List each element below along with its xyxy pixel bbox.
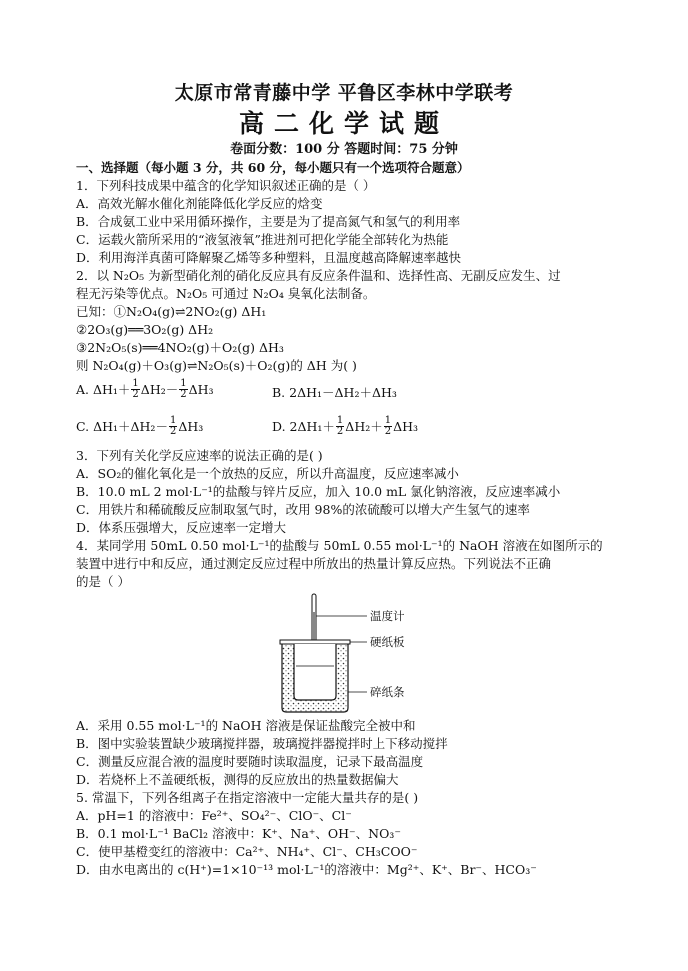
q2-option-c	[76, 416, 203, 437]
q4-stem-line3: 的是（ ）	[76, 574, 130, 589]
school-line: 太原市常青藤中学 平鲁区李林中学联考	[174, 82, 514, 104]
q4-option-c: C．测量反应混合液的温度时要随时读取温度，记录下最高温度	[76, 754, 424, 769]
calorimeter-figure	[272, 592, 422, 714]
q1-stem: 1．下列科技成果中蕴含的化学知识叙述正确的是（ ）	[76, 178, 376, 193]
exam-title: 高二化学试题	[238, 109, 449, 138]
q3-option-b: B．10.0 mL 2 mol·L⁻¹的盐酸与锌片反应，加入 10.0 mL 氯化钠溶液，反应速率减小	[76, 484, 561, 499]
q1-option-b: B．合成氨工业中采用循环操作，主要是为了提高氮气和氢气的利用率	[76, 214, 461, 229]
q2-stem-line1: 2．以 N₂O₅ 为新型硝化剂的硝化反应具有反应条件温和、选择性高、无副反应发生、过	[76, 268, 561, 283]
q5-option-d: D．由水电离出的 c(H⁺)=1×10⁻¹³ mol·L⁻¹的溶液中：Mg²⁺、K⁺、Br⁻、HCO₃⁻	[76, 862, 537, 877]
q5-option-a: A．pH=1 的溶液中：Fe²⁺、SO₄²⁻、ClO⁻、Cl⁻	[76, 808, 352, 823]
q2-a-pre: A. ΔH₁＋	[76, 381, 131, 397]
q2-d-mid: ΔH₂＋	[345, 418, 383, 434]
q2-stem-line2: 程无污染等优点。N₂O₅ 可通过 N₂O₄ 臭氧化法制备。	[76, 286, 376, 301]
q4-option-a: A．采用 0.55 mol·L⁻¹的 NaOH 溶液是保证盐酸完全被中和	[76, 718, 416, 733]
q3-option-a: A．SO₂的催化氧化是一个放热的反应，所以升高温度，反应速率减小	[76, 466, 459, 481]
q2-reaction-1: 已知：①N₂O₄(g)⇌2NO₂(g) ΔH₁	[76, 304, 267, 319]
q2-option-d	[272, 416, 418, 437]
label-cardboard: 硬纸板	[370, 635, 405, 649]
q2-option-a	[76, 379, 214, 400]
q4-option-b: B．图中实验装置缺少玻璃搅拌器，玻璃搅拌器搅拌时上下移动搅拌	[76, 736, 448, 751]
q2-c-post: ΔH₃	[178, 418, 204, 434]
fraction-one-half: $\frac{1}{2}$	[336, 415, 344, 437]
q3-option-d: D．体系压强增大，反应速率一定增大	[76, 520, 287, 535]
q2-a-post: ΔH₃	[188, 381, 214, 397]
q5-option-b: B．0.1 mol·L⁻¹ BaCl₂ 溶液中：K⁺、Na⁺、OH⁻、NO₃⁻	[76, 826, 401, 841]
exam-info: 卷面分数：100 分 答题时间：75 分钟	[230, 142, 458, 157]
q1-option-a: A．高效光解水催化剂能降低化学反应的焓变	[76, 196, 323, 211]
q2-d-post: ΔH₃	[393, 418, 419, 434]
q2-reaction-3: ③2N₂O₅(s)══4NO₂(g)＋O₂(g) ΔH₃	[76, 340, 284, 355]
fraction-one-half: $\frac{1}{2}$	[132, 378, 139, 400]
label-thermometer: 温度计	[370, 609, 405, 623]
q1-option-d: D．利用海洋真菌可降解聚乙烯等多种塑料，且温度越高降解速率越快	[76, 250, 462, 265]
q2-d-pre: D. 2ΔH₁＋	[272, 418, 335, 434]
q1-option-c: C．运载火箭所采用的“液氢液氧”推进剂可把化学能全部转化为热能	[76, 232, 449, 247]
q4-option-d: D．若烧杯上不盖硬纸板，测得的反应放出的热量数据偏大	[76, 772, 399, 787]
q2-reaction-2: ②2O₃(g)══3O₂(g) ΔH₂	[76, 322, 214, 337]
fraction-one-half: $\frac{1}{2}$	[384, 415, 392, 437]
q4-stem-line1: 4．某同学用 50mL 0.50 mol·L⁻¹的盐酸与 50mL 0.55 mol·L⁻¹的 NaOH 溶液在如图所示的	[76, 538, 603, 553]
q2-question: 则 N₂O₄(g)＋O₃(g)⇌N₂O₅(s)＋O₂(g)的 ΔH 为( )	[76, 358, 357, 373]
fraction-one-half: $\frac{1}{2}$	[180, 378, 187, 400]
q3-option-c: C．用铁片和稀硫酸反应制取氢气时，改用 98%的浓硫酸可以增大产生氢气的速率	[76, 502, 530, 517]
q5-stem: 5. 常温下，下列各组离子在指定溶液中一定能大量共存的是( )	[76, 790, 419, 805]
fraction-one-half: $\frac{1}{2}$	[169, 415, 177, 437]
q2-option-b: B. 2ΔH₁－ΔH₂＋ΔH₃	[272, 385, 397, 400]
q2-c-pre: C. ΔH₁＋ΔH₂－	[76, 418, 168, 434]
q2-a-mid: ΔH₂－	[140, 381, 179, 397]
q3-stem: 3．下列有关化学反应速率的说法正确的是( )	[76, 448, 323, 463]
q5-option-c: C．使甲基橙变红的溶液中：Ca²⁺、NH₄⁺、Cl⁻、CH₃COO⁻	[76, 844, 418, 859]
q4-stem-line2: 装置中进行中和反应，通过测定反应过程中所放出的热量计算反应热。下列说法不正确	[76, 556, 552, 571]
section-heading: 一、选择题（每小题 3 分，共 60 分，每小题只有一个选项符合题意）	[76, 160, 470, 175]
label-paper-strips: 碎纸条	[370, 685, 405, 699]
